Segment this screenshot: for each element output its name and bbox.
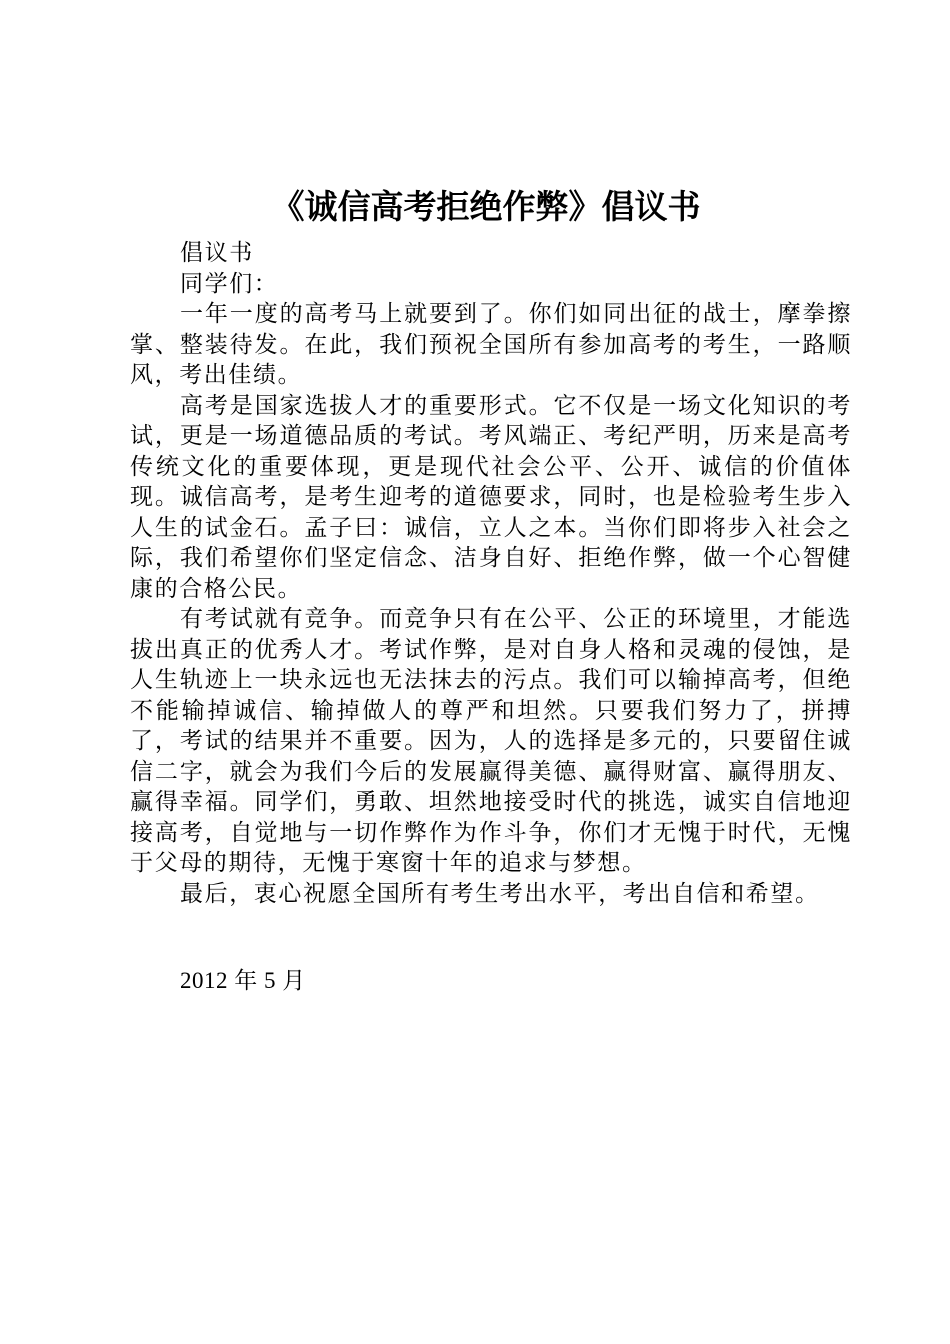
salutation-heading: 倡议书 (180, 240, 254, 266)
body-paragraph-3: 有考试就有竞争。而竞争只有在公平、公正的环境里，才能选拔出真正的优秀人才。考试作弊，是对自身人格和灵魂的侵蚀，是人生轨迹上一块永远也无法抹去的污点。我们可以输掉高考，但绝不能输掉诚信、输掉做人的尊严和坦然。只要我们努力了，拼搏了，考试的结果并不重要。因为，人的选择是多元的，只要留住诚信二字，就会为我们今后的发展赢得美德、赢得财富、赢得朋友、赢得幸福。同学们，勇敢、坦然地接受时代的挑选，诚实自信地迎接高考，自觉地与一切作弊作为作斗争，你们才无愧于时代，无愧于父母的期待，无愧于寒窗十年的追求与梦想。 (130, 606, 852, 876)
closing-paragraph: 最后，衷心祝愿全国所有考生考出水平，考出自信和希望。 (180, 880, 820, 907)
document-body (130, 238, 852, 909)
document-date: 2012 年 5 月 (180, 968, 306, 993)
body-paragraph-1: 一年一度的高考马上就要到了。你们如同出征的战士，摩拳擦掌、整装待发。在此，我们预祝全国所有参加高考的考生，一路顺风，考出佳绩。 (130, 301, 852, 388)
body-paragraph-2: 高考是国家选拔人才的重要形式。它不仅是一场文化知识的考试，更是一场道德品质的考试。考风端正、考纪严明，历来是高考传统文化的重要体现，更是现代社会公平、公开、诚信的价值体现。诚信高考，是考生迎考的道德要求，同时，也是检验考生步入人生的试金石。孟子曰：诚信，立人之本。当你们即将步入社会之际，我们希望你们坚定信念、洁身自好、拒绝作弊，做一个心智健康的合格公民。 (130, 392, 852, 602)
salutation-greeting: 同学们： (180, 270, 279, 297)
document-title: 《诚信高考拒绝作弊》倡议书 (271, 187, 701, 226)
